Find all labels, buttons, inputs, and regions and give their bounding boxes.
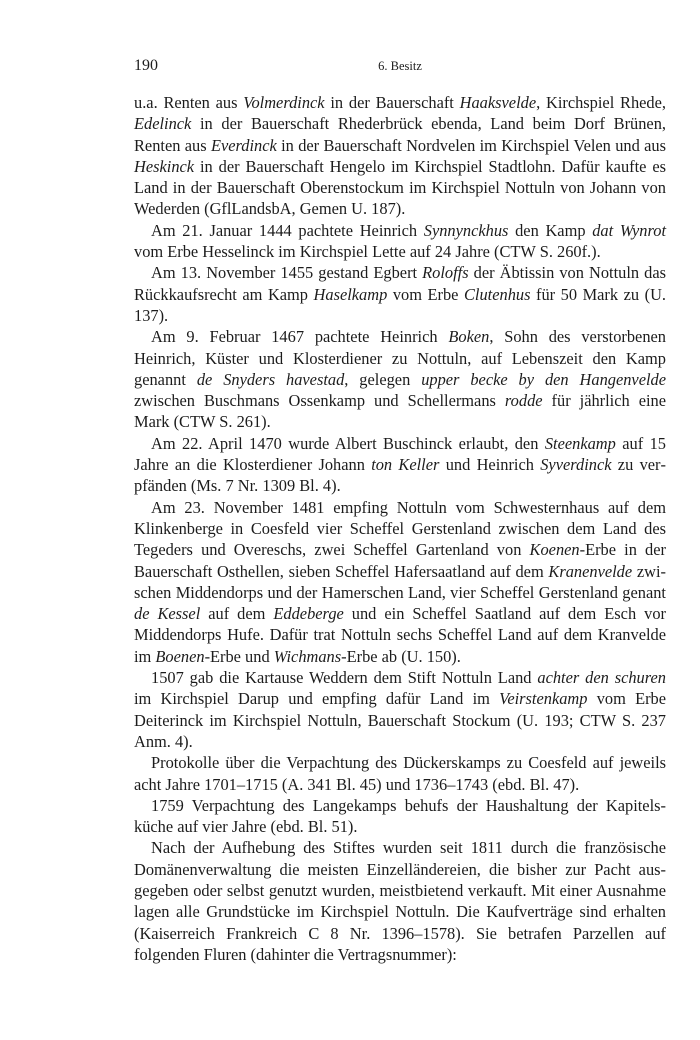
text-run: der Äbtissin von Nottuln das Rückkaufsrecht am Kamp bbox=[134, 263, 666, 304]
paragraph bbox=[134, 667, 666, 752]
running-title: 6. Besitz bbox=[378, 59, 422, 73]
italic-term: de Snyders havestad bbox=[196, 369, 345, 389]
body-text bbox=[134, 92, 666, 965]
text-run: -Erbe und bbox=[204, 646, 274, 666]
paragraph bbox=[134, 92, 666, 220]
italic-term: Boenen bbox=[155, 646, 205, 666]
text-run: für 50 Mark zu (U. 137). bbox=[134, 284, 667, 325]
text-run: vom Erbe Deiterinck im Kirchspiel Nottuln, Bauerschaft Stockum (U. 193; CTW S. 237 Anm. 4). bbox=[134, 689, 667, 751]
text-run: vom Erbe Hesselinck im Kirchspiel Lette auf 24 Jahre (CTW S. 260f.). bbox=[134, 242, 601, 262]
italic-term: Kranenvelde bbox=[548, 561, 633, 581]
text-run: Protokolle über die Verpachtung des Dückerskamps zu Coesfeld auf jeweils acht Jahre 1701–1715 (A. 341 Bl. 45) und 1736–1743 (ebd. Bl. 47). bbox=[134, 753, 666, 794]
italic-term: rodde bbox=[504, 391, 543, 411]
text-run: 1507 gab die Kartause Weddern dem Stift Nottuln Land bbox=[151, 668, 538, 688]
text-run: , Kirchspiel Rhede, bbox=[536, 93, 666, 112]
text-run: Am 23. November 1481 empfing Nottuln vom Schwesternhaus auf dem Klinkenberge in Coesfeld vier Scheffel Gerstenland zwischen dem Land des Tegeders und Overeschs, zwei Scheffel Gartenland von bbox=[134, 497, 666, 560]
text-run: zu verpfänden (Ms. 7 Nr. 1309 Bl. 4). bbox=[134, 455, 666, 496]
italic-term: achter den schuren bbox=[537, 668, 666, 688]
text-run: und ein Scheffel Saatland auf dem Esch vor Middendorps Hufe. Dafür trat Nottuln sechs Scheffel Land auf dem Kranvelde im bbox=[134, 604, 666, 666]
italic-term: Steenkamp bbox=[544, 433, 616, 453]
italic-term: de Kessel bbox=[134, 604, 201, 624]
text-run: -Erbe ab (U. 150). bbox=[341, 646, 461, 666]
italic-term: dat Wynrot bbox=[592, 220, 666, 240]
italic-term: Wichmans bbox=[273, 646, 342, 666]
italic-term: Haaksvelde bbox=[459, 93, 537, 112]
text-run: in der Bauerschaft Rhederbrück ebenda, Land beim Dorf Brünen, Renten aus bbox=[134, 114, 666, 155]
text-run: auf 15 Jahre an die Klosterdiener Johann bbox=[134, 433, 667, 475]
italic-term: Veirstenkamp bbox=[499, 689, 588, 709]
text-run: in der Bauerschaft bbox=[324, 93, 460, 112]
italic-term: Koenen bbox=[529, 540, 580, 560]
italic-term: Heskinck bbox=[134, 156, 195, 176]
italic-term: Synnynckhus bbox=[423, 220, 509, 240]
page-number: 190 bbox=[134, 57, 158, 74]
italic-term: Everdinck bbox=[210, 135, 277, 155]
paragraph bbox=[134, 262, 666, 326]
text-run: Am 13. November 1455 gestand Egbert bbox=[151, 263, 423, 283]
italic-term: Syverdinck bbox=[540, 455, 612, 475]
text-run: den Kamp bbox=[508, 220, 593, 240]
paragraph bbox=[134, 326, 666, 432]
italic-term: Boken bbox=[448, 327, 490, 347]
text-run: vom Erbe bbox=[387, 284, 464, 304]
text-run: , gelegen bbox=[344, 369, 422, 389]
text-run: u.a. Renten aus bbox=[134, 93, 244, 112]
text-run: 1759 Verpachtung des Langekamps behufs der Haushaltung der Kapitelsküche auf vier Jahre (ebd. Bl. 51). bbox=[134, 795, 666, 837]
text-run: und Heinrich bbox=[439, 455, 541, 475]
text-run: in der Bauerschaft Hengelo im Kirchspiel Stadtlohn. Dafür kaufte es Land in der Bauerschaft Oberenstockum im Kirchspiel Nottuln von Johann von Wederden (GflLandsbA, Gemen U. 187). bbox=[134, 156, 666, 219]
page-header bbox=[134, 57, 666, 79]
text-run: -Erbe in der Bauerschaft Osthellen, sieben Scheffel Hafersaatland auf dem bbox=[134, 540, 666, 581]
text-run: in der Bauerschaft Nordvelen im Kirchspiel Velen und aus bbox=[276, 135, 666, 155]
text-run: Nach der Aufhebung des Stiftes wurden seit 1811 durch die französische Domänenverwaltung die meisten Einzelländereien, die bisher zur Pacht ausgegeben oder selbst genutzt wurden, meistbietend verkauft. Mit einer Ausnahme lagen alle Grundstücke im Kirchspiel Nottuln. Die Kaufverträge sind erhalten (Kaiserreich Frankreich C 8 Nr. 1396–1578). Sie betrafen Parzellen auf folgenden Fluren (dahinter die Vertragsnummer): bbox=[134, 838, 666, 964]
text-run: Am 21. Januar 1444 pachtete Heinrich bbox=[151, 220, 424, 240]
paragraph bbox=[134, 497, 666, 667]
paragraph bbox=[134, 752, 666, 795]
italic-term: Haselkamp bbox=[313, 284, 388, 304]
italic-term: Eddeberge bbox=[273, 604, 344, 624]
text-run: auf dem bbox=[200, 604, 274, 624]
paragraph bbox=[134, 837, 666, 965]
paragraph bbox=[134, 220, 666, 263]
italic-term: Edelinck bbox=[134, 114, 192, 134]
text-run: zwischen Buschmans Ossenkamp und Schellermans bbox=[134, 391, 505, 411]
italic-term: ton Keller bbox=[371, 455, 440, 475]
italic-term: Roloffs bbox=[422, 263, 469, 283]
text-run: im Kirchspiel Darup und empfing dafür Land im bbox=[134, 689, 500, 709]
text-run: Am 9. Februar 1467 pachtete Heinrich bbox=[151, 327, 449, 347]
paragraph bbox=[134, 795, 666, 838]
text-run: , Sohn des verstorbenen Heinrich, Küster und Klosterdiener zu Nottuln, auf Lebenszeit den Kamp genannt bbox=[134, 327, 666, 389]
paragraph bbox=[134, 433, 666, 497]
text-run: für jährlich eine Mark (CTW S. 261). bbox=[134, 391, 667, 432]
italic-term: upper becke by den Hangenvelde bbox=[421, 369, 667, 389]
italic-term: Clutenhus bbox=[463, 284, 531, 304]
text-run: Am 22. April 1470 wurde Albert Buschinck erlaubt, den bbox=[151, 433, 545, 453]
text-run: zwischen Middendorps und der Hamerschen Land, vier Scheffel Gerstenland genant bbox=[134, 561, 666, 602]
italic-term: Volmerdinck bbox=[243, 93, 325, 112]
